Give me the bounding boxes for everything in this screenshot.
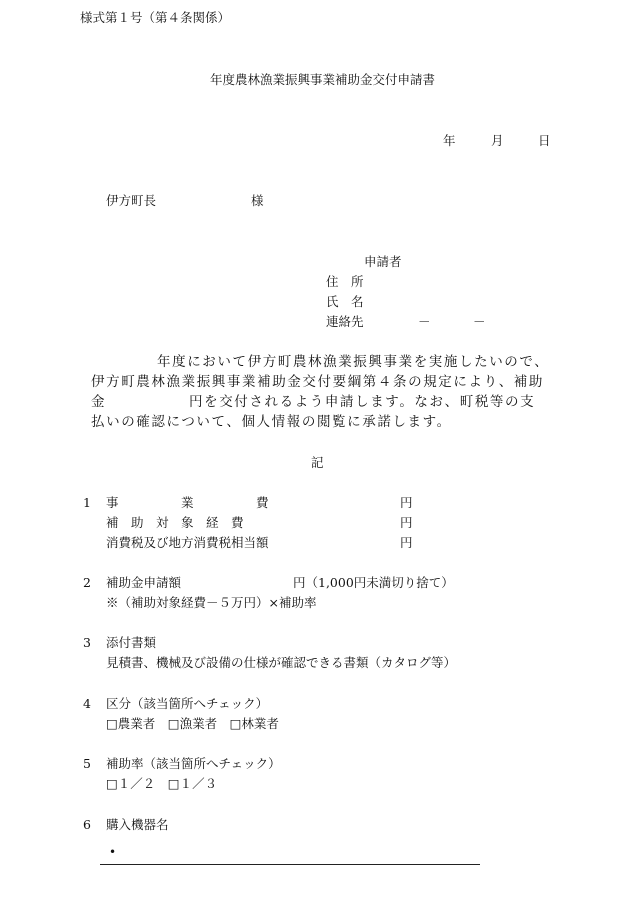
contact-dash-2: －	[473, 314, 486, 329]
date-month: 月	[491, 133, 504, 148]
section-5-number: 5	[83, 756, 91, 771]
business-cost-unit: 円	[400, 495, 413, 510]
section-1-number: 1	[83, 495, 91, 510]
body-line-4: 払いの確認について、個人情報の閲覧に承諾します。	[91, 414, 452, 430]
body-line-1: 年度において伊方町農林漁業振興事業を実施したいので、	[157, 354, 550, 370]
applicant-contact-label: 連絡先	[326, 314, 364, 329]
subsidy-request-label: 補助金申請額	[106, 575, 182, 590]
applicant-heading: 申請者	[364, 254, 402, 269]
business-cost-label: 事 業 費	[106, 495, 269, 510]
body-line-3-rest: 円を交付されるよう申請します。なお、町税等の支	[189, 394, 536, 410]
date-year: 年	[443, 133, 456, 148]
eligible-cost-unit: 円	[400, 515, 413, 530]
subsidy-rate-checkboxes[interactable]: □１／２ □１／３	[106, 776, 218, 791]
date-day: 日	[538, 133, 551, 148]
ki-heading: 記	[311, 455, 324, 470]
body-line-3-start: 金	[91, 394, 107, 410]
subsidy-rate-label: 補助率（該当箇所へチェック）	[106, 756, 281, 771]
subsidy-formula: ※（補助対象経費－５万円）×補助率	[106, 595, 317, 610]
addressee-name: 伊方町長	[106, 193, 157, 208]
equipment-bullet: •	[109, 845, 117, 859]
applicant-name-label: 氏 名	[326, 294, 364, 309]
eligible-cost-label: 補 助 対 象 経 費	[106, 515, 244, 530]
equipment-entry-line[interactable]	[100, 864, 480, 865]
category-checkboxes[interactable]: □農業者 □漁業者 □林業者	[106, 716, 279, 731]
section-3-number: 3	[83, 635, 91, 650]
section-6-number: 6	[83, 817, 91, 832]
category-label: 区分（該当箇所へチェック）	[106, 696, 269, 711]
subsidy-request-note: 円（1,000円未満切り捨て）	[293, 575, 454, 590]
addressee-honorific: 様	[251, 193, 264, 208]
section-2-number: 2	[83, 575, 91, 590]
attachments-label: 添付書類	[106, 635, 157, 650]
tax-equivalent-unit: 円	[400, 535, 413, 550]
equipment-label: 購入機器名	[106, 817, 169, 832]
attachments-detail: 見積書、機械及び設備の仕様が確認できる書類（カタログ等）	[106, 655, 457, 670]
form-number: 様式第１号（第４条関係）	[80, 10, 231, 25]
contact-dash-1: －	[418, 314, 431, 329]
section-4-number: 4	[83, 696, 91, 711]
applicant-address-label: 住 所	[326, 274, 364, 289]
tax-equivalent-label: 消費税及び地方消費税相当額	[106, 535, 269, 550]
body-line-2: 伊方町農林漁業振興事業補助金交付要綱第４条の規定により、補助	[91, 374, 544, 390]
document-title: 年度農林漁業振興事業補助金交付申請書	[210, 72, 436, 87]
